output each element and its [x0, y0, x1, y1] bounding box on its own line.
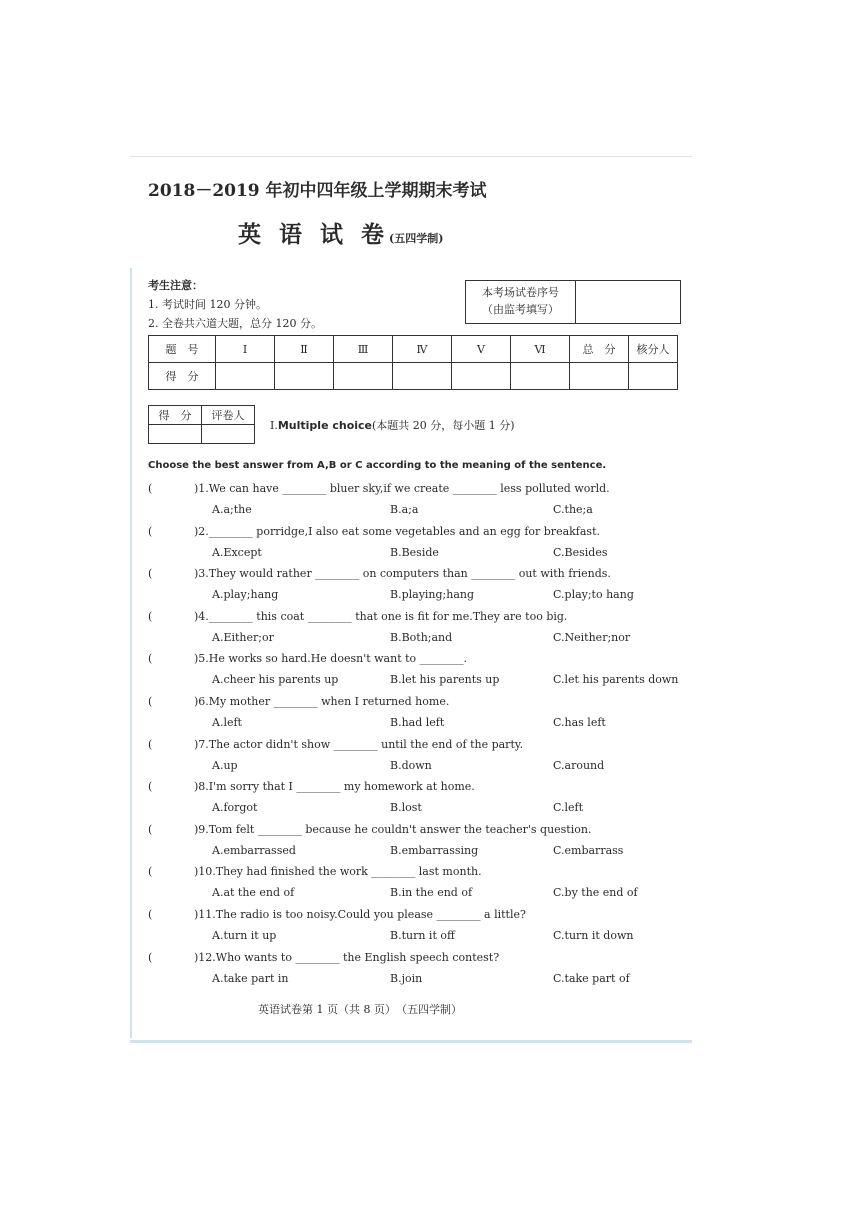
grader-name-label: 评卷人	[202, 406, 255, 425]
answer-bracket[interactable]: (	[148, 567, 153, 581]
option-a: A.cheer his parents up	[212, 673, 339, 687]
exam-title: 2018－2019 年初中四年级上学期期末考试	[148, 181, 487, 201]
question-text: )11.The radio is too noisy.Could you please ________ a little?	[194, 908, 526, 921]
header-cell: 总 分	[570, 336, 629, 363]
option-b: B.turn it off	[390, 929, 455, 942]
section-title	[270, 417, 515, 433]
exam-subject-title	[238, 216, 443, 249]
option-a: A.Except	[212, 545, 262, 559]
subject-name: 英 语 试 卷	[238, 221, 390, 248]
question-text: )10.They had finished the work ________ last month.	[194, 865, 482, 879]
serial-label-line2: （由监考填写）	[482, 303, 559, 316]
header-cell: Ⅵ	[511, 336, 570, 363]
score-row-label: 得 分	[149, 363, 216, 390]
option-c: C.play;to hang	[553, 588, 634, 602]
question-stem-row	[148, 821, 688, 842]
answer-bracket[interactable]: (	[148, 609, 153, 623]
question-options	[148, 927, 688, 948]
header-cell: 核分人	[629, 336, 678, 363]
option-a: A.Either;or	[212, 630, 274, 644]
question-options	[148, 884, 688, 905]
score-cell[interactable]	[452, 363, 511, 390]
question-item	[148, 949, 688, 991]
question-options	[148, 799, 688, 820]
section-title-cn: (本题共 20 分，每小题 1 分)	[372, 419, 515, 432]
option-a: A.forgot	[212, 801, 258, 815]
question-text: )5.He works so hard.He doesn't want to ________.	[194, 652, 468, 666]
header-cell: Ⅰ	[216, 336, 275, 363]
option-a: A.take part in	[212, 971, 289, 985]
serial-number-box	[465, 280, 681, 324]
option-a: A.left	[212, 716, 242, 729]
question-item	[148, 480, 688, 522]
question-text: )3.They would rather ________ on computers than ________ out with friends.	[194, 567, 611, 581]
answer-bracket[interactable]: (	[148, 865, 153, 879]
option-a: A.up	[212, 758, 238, 772]
question-stem-row	[148, 906, 688, 927]
question-stem-row	[148, 565, 688, 586]
option-c: C.left	[553, 801, 584, 815]
answer-bracket[interactable]: (	[148, 908, 153, 921]
option-a: A.turn it up	[212, 929, 277, 942]
header-cell: Ⅲ	[334, 336, 393, 363]
question-options	[148, 671, 688, 692]
section-numeral: Ⅰ.	[270, 419, 278, 432]
question-stem-row	[148, 863, 688, 884]
option-c: C.by the end of	[553, 886, 638, 900]
option-c: C.take part of	[553, 971, 630, 985]
question-stem-row	[148, 523, 688, 544]
answer-bracket[interactable]: (	[148, 524, 153, 538]
header-cell: Ⅱ	[275, 336, 334, 363]
option-c: C.Besides	[553, 545, 608, 559]
option-b: B.Beside	[390, 545, 439, 559]
grader-score-label: 得 分	[149, 406, 202, 425]
serial-label-line1: 本考场试卷序号	[482, 286, 559, 299]
section-title-en: Multiple choice	[277, 419, 373, 432]
answer-bracket[interactable]: (	[148, 780, 153, 794]
answer-bracket[interactable]: (	[148, 652, 153, 666]
option-b: B.in the end of	[390, 886, 473, 900]
option-a: A.a;the	[212, 503, 252, 516]
question-item	[148, 863, 688, 905]
question-options	[148, 714, 688, 735]
answer-bracket[interactable]: (	[148, 737, 153, 751]
score-table	[148, 335, 678, 390]
question-options	[148, 501, 688, 522]
question-stem-row	[148, 736, 688, 757]
option-b: B.down	[390, 758, 432, 772]
score-cell[interactable]	[570, 363, 629, 390]
answer-bracket[interactable]: (	[148, 482, 153, 495]
question-stem-row	[148, 693, 688, 714]
serial-number-field[interactable]	[576, 281, 680, 323]
question-options	[148, 757, 688, 778]
question-item	[148, 650, 688, 692]
score-cell[interactable]	[629, 363, 678, 390]
score-cell[interactable]	[393, 363, 452, 390]
page-footer: 英语试卷第 1 页（共 8 页） （五四学制）	[258, 1003, 462, 1016]
option-b: B.playing;hang	[390, 588, 475, 602]
question-text: )6.My mother ________ when I returned home.	[194, 695, 450, 708]
candidate-notice	[148, 276, 322, 333]
option-c: C.has left	[553, 716, 606, 729]
option-c: C.embarrass	[553, 843, 624, 857]
question-options	[148, 629, 688, 650]
question-text: )7.The actor didn't show ________ until the end of the party.	[194, 737, 524, 751]
option-b: B.lost	[390, 801, 422, 815]
notice-heading: 考生注意：	[148, 279, 203, 292]
question-item	[148, 736, 688, 778]
header-cell: Ⅴ	[452, 336, 511, 363]
option-c: C.let his parents down	[553, 673, 679, 687]
question-stem-row	[148, 480, 688, 501]
question-text: )1.We can have ________ bluer sky,if we create ________ less polluted world.	[194, 482, 610, 495]
option-c: C.around	[553, 758, 605, 772]
header-cell: 题 号	[149, 336, 216, 363]
score-cell[interactable]	[216, 363, 275, 390]
option-b: B.had left	[390, 716, 445, 729]
score-cell[interactable]	[334, 363, 393, 390]
grader-name-cell[interactable]	[202, 425, 255, 444]
notice-item: 2. 全卷共六道大题，总分 120 分。	[148, 317, 322, 330]
question-stem-row	[148, 608, 688, 629]
option-b: B.embarrassing	[390, 843, 479, 857]
question-text: )4.________ this coat ________ that one is fit for me.They are too big.	[194, 609, 568, 623]
question-options	[148, 586, 688, 607]
answer-bracket[interactable]: (	[148, 950, 153, 964]
sheet-left-border	[130, 268, 132, 1038]
question-stem-row	[148, 949, 688, 970]
question-options	[148, 970, 688, 991]
option-b: B.a;a	[390, 503, 419, 516]
school-system-note: (五四学制)	[389, 232, 444, 245]
question-item	[148, 906, 688, 948]
score-table-score-row	[149, 363, 678, 390]
question-item	[148, 565, 688, 607]
question-text: )2.________ porridge,I also eat some vegetables and an egg for breakfast.	[194, 524, 600, 538]
option-c: C.Neither;nor	[553, 630, 631, 644]
notice-item: 1. 考试时间 120 分钟。	[148, 298, 267, 311]
question-text: )8.I'm sorry that I ________ my homework at home.	[194, 780, 475, 794]
answer-bracket[interactable]: (	[148, 695, 153, 708]
score-cell[interactable]	[275, 363, 334, 390]
score-table-header-row	[149, 336, 678, 363]
option-c: C.the;a	[553, 503, 593, 516]
question-item	[148, 778, 688, 820]
question-options	[148, 544, 688, 565]
question-text: )12.Who wants to ________ the English speech contest?	[194, 950, 500, 964]
answer-bracket[interactable]: (	[148, 822, 153, 836]
question-item	[148, 821, 688, 863]
option-a: A.at the end of	[212, 886, 295, 900]
question-stem-row	[148, 778, 688, 799]
question-stem-row	[148, 650, 688, 671]
question-item	[148, 608, 688, 650]
option-b: B.Both;and	[390, 630, 453, 644]
score-cell[interactable]	[511, 363, 570, 390]
grader-score-cell[interactable]	[149, 425, 202, 444]
option-b: B.join	[390, 971, 423, 985]
option-c: C.turn it down	[553, 929, 634, 942]
section-instruction: Choose the best answer from A,B or C according to the meaning of the sentence.	[148, 460, 607, 471]
option-b: B.let his parents up	[390, 673, 500, 687]
question-options	[148, 842, 688, 863]
serial-number-label	[466, 281, 576, 323]
option-a: A.embarrassed	[212, 843, 296, 857]
section-grader-table	[148, 405, 255, 444]
question-item	[148, 693, 688, 735]
header-cell: Ⅳ	[393, 336, 452, 363]
question-item	[148, 523, 688, 565]
question-text: )9.Tom felt ________ because he couldn't answer the teacher's question.	[194, 822, 592, 836]
option-a: A.play;hang	[212, 588, 279, 602]
